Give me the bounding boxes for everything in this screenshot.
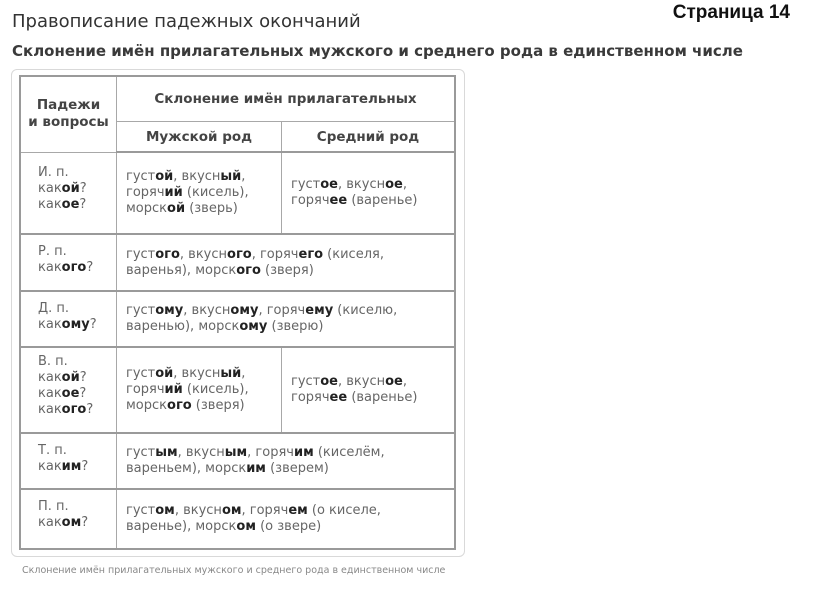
table-row-prepositional xyxy=(20,489,455,549)
word-text: (зверь) xyxy=(185,201,238,216)
page-number: Страница 14 xyxy=(672,2,790,23)
ending-text: им xyxy=(61,459,82,474)
word-text: П. п. xyxy=(38,499,69,514)
image-caption: Склонение имён прилагательных мужского и среднего рода в единственном числе xyxy=(22,565,446,576)
word-text: (киселём, xyxy=(313,445,385,460)
ending-text: ой xyxy=(155,366,174,381)
word-text: густ xyxy=(126,169,156,184)
word-text: Д. п. xyxy=(38,301,70,316)
table-subtitle: Склонение имён прилагательных мужского и среднего рода в единственном числе xyxy=(12,42,743,60)
ending-text: ое xyxy=(320,374,338,389)
word-text: Т. п. xyxy=(38,443,67,458)
word-text: (варенье) xyxy=(347,390,418,405)
ending-text: ое xyxy=(385,177,403,192)
ending-text: ом xyxy=(61,515,82,530)
case-accusative xyxy=(20,347,117,433)
word-text: , горяч xyxy=(258,303,306,318)
ending-text: ому xyxy=(61,317,90,332)
ending-text: ого xyxy=(155,246,180,262)
word-text: как xyxy=(38,180,62,196)
header-masculine: Мужской род xyxy=(117,122,282,153)
word-text: , горяч xyxy=(247,445,294,460)
word-text: густ xyxy=(126,503,156,518)
word-text: ? xyxy=(79,370,87,385)
header-cases-label: Падежи и вопросы xyxy=(28,97,109,131)
ending-text: ым xyxy=(155,445,178,460)
forms-prepositional xyxy=(117,489,456,549)
ending-text: ое xyxy=(61,196,80,212)
word-text: варенья), морск xyxy=(126,262,237,278)
word-text: (киселя, xyxy=(323,246,384,262)
ending-text: ый xyxy=(220,366,242,381)
word-text: ? xyxy=(79,180,87,196)
word-text: , вкусн xyxy=(173,366,221,381)
ending-text: ое xyxy=(385,374,403,389)
page-title: Правописание падежных окончаний xyxy=(12,11,361,32)
ending-text: ом xyxy=(221,503,242,518)
declension-table xyxy=(19,75,456,550)
word-text: (о киселе, xyxy=(307,503,381,518)
word-text: (зверя) xyxy=(260,262,314,278)
masc-accusative xyxy=(117,347,282,433)
ending-text: ее xyxy=(329,193,348,208)
ending-text: ее xyxy=(329,390,348,405)
ending-text: ой xyxy=(155,169,174,184)
word-text: густ xyxy=(126,246,156,262)
word-text: ? xyxy=(86,260,94,275)
ending-text: ого xyxy=(61,402,87,417)
ending-text: ое xyxy=(320,177,338,192)
word-text: И. п. xyxy=(38,164,69,180)
word-text: (кисель), xyxy=(182,382,249,397)
table-row-dative xyxy=(20,291,455,347)
word-text: как xyxy=(38,402,62,417)
word-text: Р. п. xyxy=(38,244,67,259)
neut-accusative xyxy=(282,347,456,433)
word-text: , xyxy=(241,169,246,184)
forms-genitive xyxy=(117,234,456,291)
table-image-frame xyxy=(11,69,465,557)
word-text: ? xyxy=(89,317,97,332)
ending-text: ем xyxy=(288,503,308,518)
word-text: густ xyxy=(291,177,321,192)
word-text: горяч xyxy=(126,382,165,397)
table-row-nominative xyxy=(20,152,455,234)
word-text: вареньем), морск xyxy=(126,461,247,476)
ending-text: им xyxy=(293,445,314,460)
ending-text: ому xyxy=(230,303,259,318)
word-text: , вкусн xyxy=(183,303,231,318)
word-text: горяч xyxy=(291,193,330,208)
word-text: (кисель), xyxy=(182,185,249,200)
word-text: как xyxy=(38,196,62,212)
header-neuter: Средний род xyxy=(282,122,456,153)
ending-text: ого xyxy=(236,262,261,278)
word-text: , горяч xyxy=(251,246,299,262)
ending-text: ему xyxy=(305,303,334,318)
case-dative xyxy=(20,291,117,347)
forms-instrumental xyxy=(117,433,456,489)
ending-text: ый xyxy=(220,169,242,184)
word-text: как xyxy=(38,386,62,401)
case-instrumental xyxy=(20,433,117,489)
forms-dative xyxy=(117,291,456,347)
word-text: , вкусн xyxy=(174,503,222,518)
word-text: ? xyxy=(81,459,89,474)
word-text: , xyxy=(402,177,408,192)
word-text: , вкусн xyxy=(177,445,225,460)
word-text: (зверю) xyxy=(267,319,324,334)
case-genitive xyxy=(20,234,117,291)
word-text: густ xyxy=(126,445,156,460)
word-text: как xyxy=(38,370,62,385)
word-text: , xyxy=(241,366,246,381)
neut-nominative xyxy=(282,152,456,234)
word-text: ? xyxy=(86,402,94,417)
word-text: густ xyxy=(291,374,321,389)
masc-nominative xyxy=(117,152,282,234)
word-text: как xyxy=(38,515,62,530)
word-text: как xyxy=(38,317,62,332)
word-text: ? xyxy=(79,196,87,212)
ending-text: ом xyxy=(236,519,256,534)
ending-text: ого xyxy=(227,246,252,262)
word-text: , вкусн xyxy=(179,246,228,262)
ending-text: ое xyxy=(61,386,80,401)
table-row-accusative xyxy=(20,347,455,433)
word-text: варенье), морск xyxy=(126,519,237,534)
word-text: как xyxy=(38,260,62,275)
word-text: густ xyxy=(126,303,156,318)
ending-text: ого xyxy=(167,398,192,413)
ending-text: ий xyxy=(164,185,183,200)
header-declension: Склонение имён прилагательных xyxy=(117,76,456,122)
word-text: , горяч xyxy=(241,503,289,518)
table-row-instrumental xyxy=(20,433,455,489)
ending-text: ий xyxy=(164,382,183,397)
word-text: , вкусн xyxy=(173,169,221,184)
table-row-genitive xyxy=(20,234,455,291)
ending-text: ом xyxy=(155,503,175,518)
word-text: ? xyxy=(79,386,87,401)
word-text: (о звере) xyxy=(255,519,322,534)
word-text: В. п. xyxy=(38,354,68,369)
ending-text: ой xyxy=(61,180,80,196)
word-text: морск xyxy=(126,398,168,413)
word-text: (киселю, xyxy=(333,303,398,318)
word-text: (зверем) xyxy=(265,461,329,476)
ending-text: его xyxy=(298,246,324,262)
ending-text: ой xyxy=(61,370,80,385)
ending-text: ому xyxy=(155,303,184,318)
word-text: горяч xyxy=(291,390,330,405)
ending-text: ым xyxy=(224,445,248,460)
case-nominative xyxy=(20,152,117,234)
word-text: (зверя) xyxy=(191,398,245,413)
word-text: варенью), морск xyxy=(126,319,240,334)
word-text: морск xyxy=(126,201,168,216)
word-text: густ xyxy=(126,366,156,381)
word-text: , вкусн xyxy=(338,374,386,389)
word-text: , вкусн xyxy=(338,177,386,192)
word-text: горяч xyxy=(126,185,165,200)
word-text: , xyxy=(402,374,408,389)
ending-text: ого xyxy=(61,260,87,275)
word-text: ? xyxy=(81,515,89,530)
word-text: (варенье) xyxy=(347,193,418,208)
header-cases xyxy=(20,76,117,152)
ending-text: им xyxy=(246,461,266,476)
ending-text: ому xyxy=(239,319,268,334)
ending-text: ой xyxy=(167,201,186,216)
word-text: как xyxy=(38,459,62,474)
case-prepositional xyxy=(20,489,117,549)
